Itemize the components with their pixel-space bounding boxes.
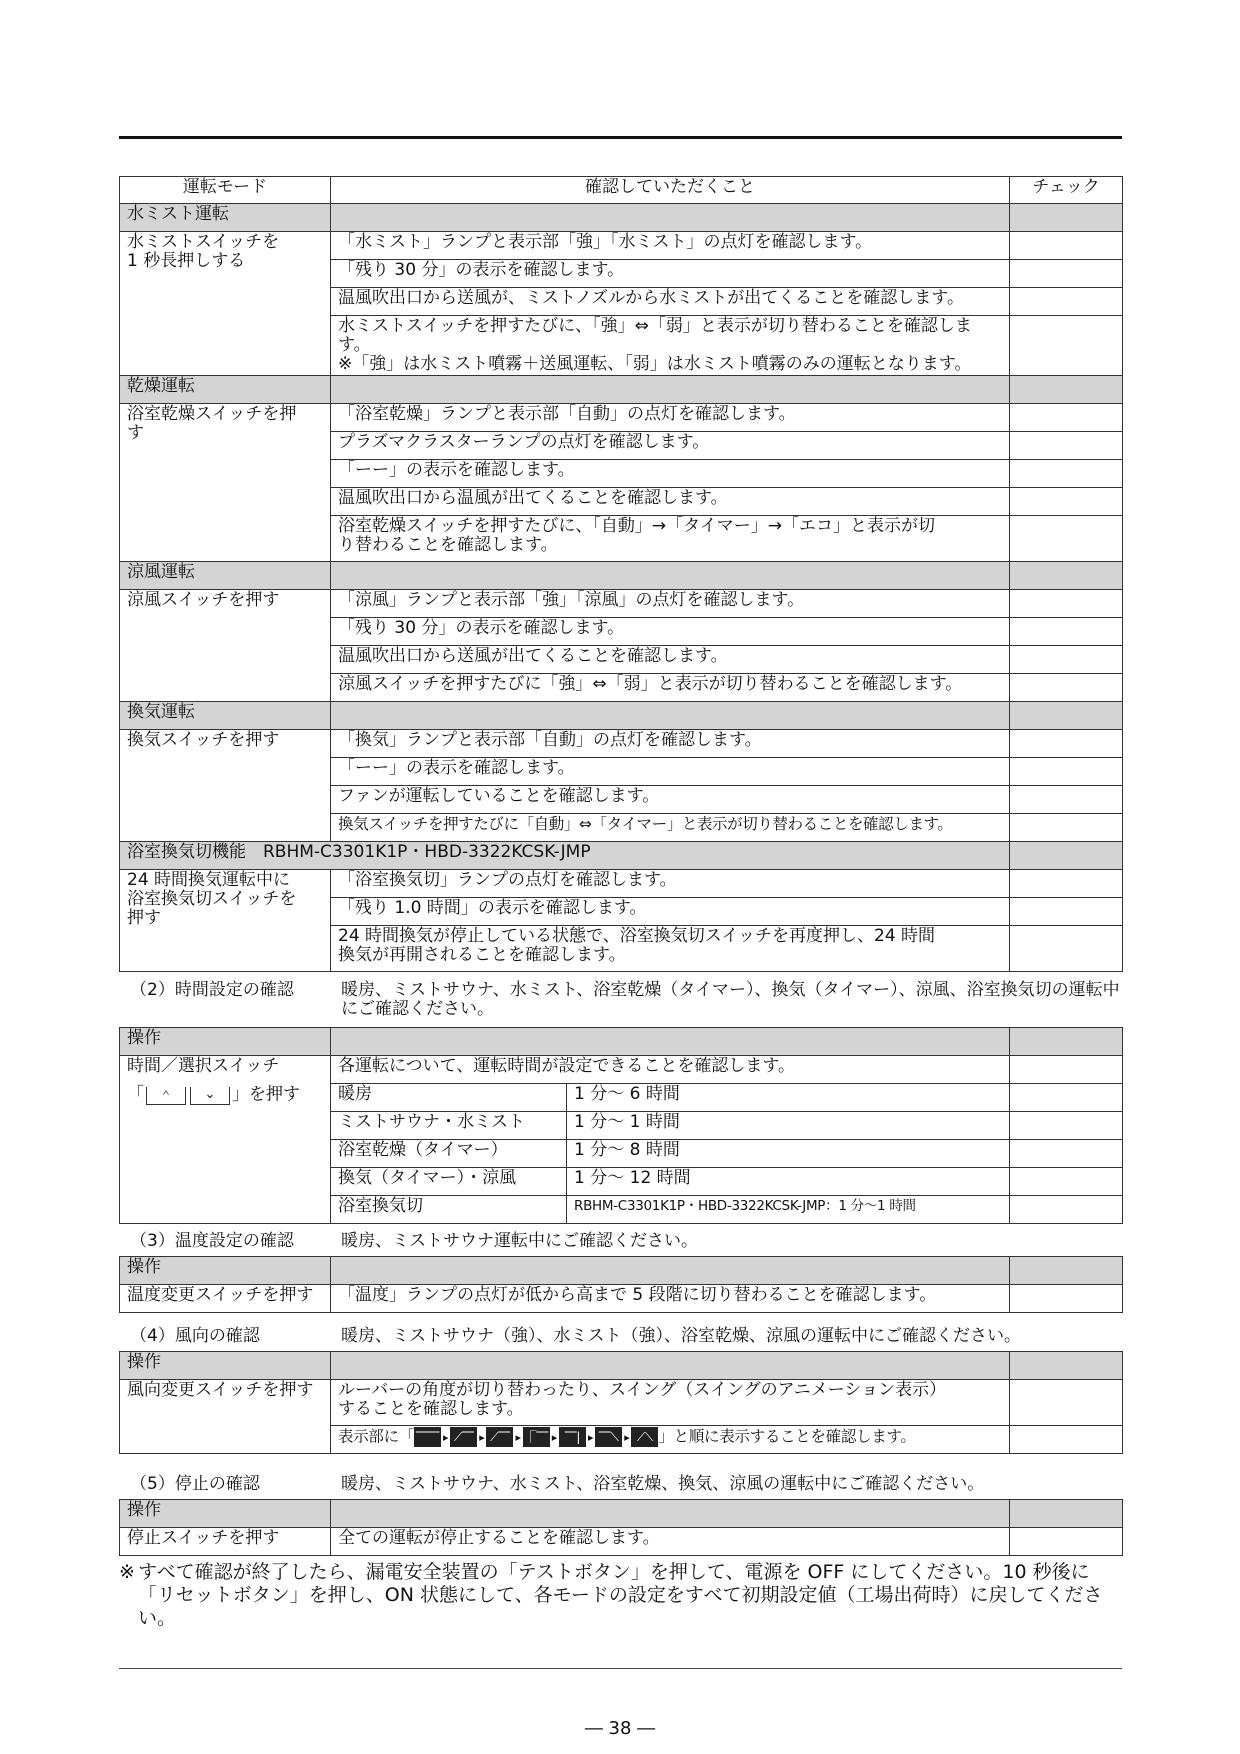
mode-cell: 水ミストスイッチを 1 秒長押しする [120,232,331,376]
check-item: 浴室乾燥スイッチを押すたびに、「自動」→「タイマー」→「エコ」と表示が切 り替わることを確認します。 [331,516,1010,562]
time-range: 1 分～ 6 時間 [567,1084,1010,1112]
header-mark: チェック [1010,177,1123,204]
table-header: 操作 [120,1352,331,1380]
footnote-text: すべて確認が終了したら、漏電安全装置の「テストボタン」を押して、電源を OFF にしてください。10 秒後に「リセットボタン」を押し、ON 状態にして、各モードの設定をすべて初期設定値（工場出荷時）に戻してください。 [138,1561,1103,1629]
time-mode-name: 換気（タイマー）・涼風 [331,1168,567,1196]
page-number: ― 38 ― [584,1718,656,1739]
table-header: 操作 [120,1500,331,1528]
check-box[interactable] [1010,232,1123,260]
footnote [119,1561,1122,1630]
check-box[interactable] [1010,1196,1123,1224]
check-item: 涼風スイッチを押すたびに「強」⇔「弱」と表示が切り替わることを確認します。 [331,674,1010,702]
check-item: 「残り 30 分」の表示を確認します。 [331,260,1010,288]
check-item: 「換気」ランプと表示部「自動」の点灯を確認します。 [331,730,1010,758]
check-item: 「浴室乾燥」ランプと表示部「自動」の点灯を確認します。 [331,404,1010,432]
check-box[interactable] [1010,432,1123,460]
time-range: 1 分～ 1 時間 [567,1112,1010,1140]
table-header: 操作 [120,1257,331,1285]
check-item: 「水ミスト」ランプと表示部「強」「水ミスト」の点灯を確認します。 [331,232,1010,260]
check-box[interactable] [1010,1528,1123,1556]
header-check: 確認していただくこと [331,177,1010,204]
louver-pos-2-icon: ⟋⎺ [450,1427,477,1447]
time-mode-name: 浴室乾燥（タイマー） [331,1140,567,1168]
check-item: 「ーー」の表示を確認します。 [331,460,1010,488]
check-box[interactable] [1010,1285,1123,1313]
time-range: 1 分～ 8 時間 [567,1140,1010,1168]
louver-pos-5-icon: ⎺| [559,1427,586,1447]
check-box[interactable] [1010,730,1123,758]
time-range: 1 分～ 12 時間 [567,1168,1010,1196]
time-range: RBHM-C3301K1P・HBD-3322KCSK-JMP：1 分～1 時間 [567,1196,1010,1224]
bottom-rule [119,1668,1122,1669]
louver-pos-4-icon: ⎾⎺ [523,1427,550,1447]
time-mode-name: ミストサウナ・水ミスト [331,1112,567,1140]
time-mode-name: 浴室換気切 [331,1196,567,1224]
caption-desc: 暖房、ミストサウナ、水ミスト、浴室乾燥（タイマー）、換気（タイマー）、涼風、浴室換気切の運転中にご確認ください。 [341,980,1120,1019]
check-box[interactable] [1010,1084,1123,1112]
louver-pos-3-icon: ⟋⎺ [486,1427,513,1447]
check-item: 換気スイッチを押すたびに「自動」⇔「タイマー」と表示が切り替わることを確認します。 [331,814,1010,842]
temp-setting-table [119,1256,1123,1313]
mode-cell: 涼風スイッチを押す [120,590,331,702]
time-mode-name: 暖房 [331,1084,567,1112]
caption-title: （3）温度設定の確認 [130,1231,294,1251]
check-item: 全ての運転が停止することを確認します。 [331,1528,1010,1556]
check-box[interactable] [1010,1140,1123,1168]
check-box[interactable] [1010,618,1123,646]
caption-title: （5）停止の確認 [130,1474,260,1494]
mode-line1: 時間／選択スイッチ [127,1056,280,1076]
down-key-icon[interactable]: ⌄ [190,1087,230,1105]
check-item: 「ーー」の表示を確認します。 [331,758,1010,786]
check-box[interactable] [1010,516,1123,562]
check-item: 水ミストスイッチを押すたびに、「強」⇔「弱」と表示が切り替わることを確認します。 ※「強」は水ミスト噴霧＋送風運転、「弱」は水ミスト噴霧のみの運転となります。 [331,316,1010,376]
caption-desc: 暖房、ミストサウナ（強）、水ミスト（強）、浴室乾燥、涼風の運転中にご確認ください。 [341,1326,1021,1346]
check-item: 「涼風」ランプと表示部「強」「涼風」の点灯を確認します。 [331,590,1010,618]
mode-cell: 時間／選択スイッチ 「 ＾ ⌄ 」を押す [120,1056,331,1224]
footnote-mark: ※ [119,1561,135,1583]
check-box[interactable] [1010,590,1123,618]
arrow-right-icon: ▸ [551,1430,557,1444]
caption-desc: 暖房、ミストサウナ、水ミスト、浴室乾燥、換気、涼風の運転中にご確認ください。 [341,1474,985,1494]
check-box[interactable] [1010,786,1123,814]
caption-title: （2）時間設定の確認 [130,980,294,1000]
check-item: 「温度」ランプの点灯が低から高まで 5 段階に切り替わることを確認します。 [331,1285,1010,1313]
section-title: 涼風運転 [120,562,331,590]
check-box[interactable] [1010,1056,1123,1084]
check-box[interactable] [1010,316,1123,376]
caption-title: （4）風向の確認 [130,1326,260,1346]
arrow-right-icon: ▸ [624,1430,630,1444]
mode-cell: 停止スイッチを押す [120,1528,331,1556]
check-item: 表示部に「 ⎺⎺ ▸ ⟋⎺ ▸ ⟋⎺ ▸ ⎾⎺ ▸ ⎺| ▸ ⎺⟍ ▸ ⟋⟍ 」と順に表示することを確認します。 [331,1426,1010,1454]
check-item: プラズマクラスターランプの点灯を確認します。 [331,432,1010,460]
check-box[interactable] [1010,1426,1123,1454]
check-item: ルーバーの角度が切り替わったり、スイング（スイングのアニメーション表示） することを確認します。 [331,1380,1010,1426]
wind-setting-table [119,1351,1123,1454]
main-check-table [119,176,1123,972]
check-item: 「浴室換気切」ランプの点灯を確認します。 [331,870,1010,898]
check-item: 「残り 1.0 時間」の表示を確認します。 [331,898,1010,926]
check-box[interactable] [1010,926,1123,972]
arrow-right-icon: ▸ [479,1430,485,1444]
section-title: 浴室換気切機能 RBHM-C3301K1P・HBD-3322KCSK-JMP [120,842,1010,870]
mode-cell: 換気スイッチを押す [120,730,331,842]
check-item: 各運転について、運転時間が設定できることを確認します。 [331,1056,1010,1084]
mode-cell: 浴室乾燥スイッチを押 す [120,404,331,562]
louver-swing-icon: ⟋⟍ [631,1427,658,1447]
mode-cell: 温度変更スイッチを押す [120,1285,331,1313]
section-title: 乾燥運転 [120,376,331,404]
check-box[interactable] [1010,870,1123,898]
up-key-icon[interactable]: ＾ [146,1087,186,1105]
louver-pos-1-icon: ⎺⎺ [414,1427,441,1447]
check-item: 温風吹出口から送風が、ミストノズルから水ミストが出てくることを確認します。 [331,288,1010,316]
section-title: 換気運転 [120,702,331,730]
check-box[interactable] [1010,758,1123,786]
check-box[interactable] [1010,898,1123,926]
check-item: 「残り 30 分」の表示を確認します。 [331,618,1010,646]
check-item: 温風吹出口から温風が出てくることを確認します。 [331,488,1010,516]
check-box[interactable] [1010,646,1123,674]
mode-cell: 24 時間換気運転中に 浴室換気切スイッチを 押す [120,870,331,972]
check-item: 温風吹出口から送風が出てくることを確認します。 [331,646,1010,674]
table-header: 操作 [120,1028,331,1056]
section-title: 水ミスト運転 [120,204,331,232]
check-box[interactable] [1010,288,1123,316]
check-item: 24 時間換気が停止している状態で、浴室換気切スイッチを再度押し、24 時間 換気が再開されることを確認します。 [331,926,1010,972]
check-box[interactable] [1010,1168,1123,1196]
mode-cell: 風向変更スイッチを押す [120,1380,331,1454]
check-box[interactable] [1010,260,1123,288]
arrow-right-icon: ▸ [443,1430,449,1444]
arrow-right-icon: ▸ [587,1430,594,1444]
check-box[interactable] [1010,460,1123,488]
check-item: ファンが運転していることを確認します。 [331,786,1010,814]
check-box[interactable] [1010,1112,1123,1140]
arrow-right-icon: ▸ [515,1430,521,1444]
header-mode: 運転モード [120,177,331,204]
check-box[interactable] [1010,814,1123,842]
louver-pos-6-icon: ⎺⟍ [595,1427,622,1447]
caption-desc: 暖房、ミストサウナ運転中にご確認ください。 [341,1231,698,1251]
time-setting-table [119,1027,1123,1224]
check-box[interactable] [1010,404,1123,432]
check-box[interactable] [1010,1380,1123,1426]
top-rule [119,136,1122,139]
stop-setting-table [119,1499,1123,1556]
check-box[interactable] [1010,674,1123,702]
check-box[interactable] [1010,488,1123,516]
